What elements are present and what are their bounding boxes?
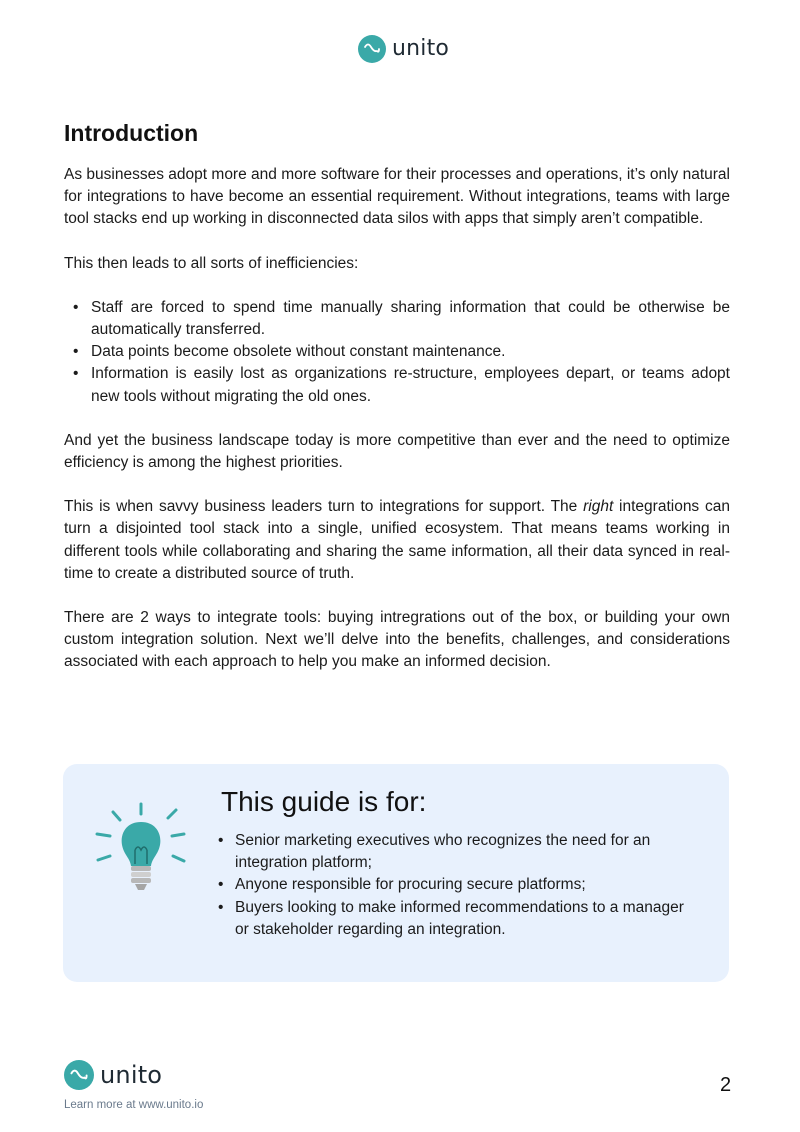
list-item: • Staff are forced to spend time manually sharing information that could be otherwise be automatically transferred. bbox=[64, 297, 730, 341]
paragraph-3: And yet the business landscape today is more competitive than ever and the need to optimize efficiency is among the highest priorities. bbox=[64, 431, 730, 472]
list-item: • Buyers looking to make informed recommendations to a manager or stakeholder regarding an integration. bbox=[213, 897, 693, 941]
header-logo bbox=[358, 34, 449, 64]
list-item: • Senior marketing executives who recognizes the need for an integration platform; bbox=[213, 830, 693, 874]
callout-title: This guide is for: bbox=[221, 786, 427, 817]
page-number: 2 bbox=[720, 1074, 732, 1096]
emphasis-right: right bbox=[583, 498, 614, 516]
logo-wordmark: unito bbox=[100, 1061, 163, 1089]
lightbulb-icon bbox=[93, 798, 193, 913]
paragraph-2: This then leads to all sorts of inefficiencies: bbox=[64, 254, 359, 272]
learn-more-link[interactable]: Learn more at www.unito.io bbox=[64, 1099, 204, 1111]
introduction-section bbox=[64, 118, 730, 674]
unito-logo-icon bbox=[64, 1060, 94, 1090]
audience-callout bbox=[63, 764, 729, 982]
section-heading: Introduction bbox=[64, 120, 199, 146]
paragraph-4-text: This is when savvy business leaders turn to integrations for support. The bbox=[64, 498, 584, 516]
list-item: • Anyone responsible for procuring secure platforms; bbox=[213, 874, 693, 896]
footer-logo bbox=[64, 1059, 162, 1091]
list-item: • Information is easily lost as organizations re-structure, employees depart, or teams adopt new tools without migrating the old ones. bbox=[64, 363, 730, 407]
paragraph-4-text-continued: integrations can turn a disjointed tool stack into a single, unified ecosystem. That means teams working in different tools while collaborating and sharing the same information, all their data synced in real-time to create a distributed source of truth. bbox=[64, 498, 730, 582]
paragraph-4 bbox=[64, 496, 730, 585]
paragraph-5: There are 2 ways to integrate tools: buying intregrations out of the box, or building your own custom integration solution. Next we’ll delve into the benefits, challenges, and considerations associated with each approach to help you make an informed decision. bbox=[64, 609, 730, 671]
unito-logo-icon bbox=[358, 35, 386, 63]
inefficiency-list bbox=[64, 297, 730, 408]
audience-list bbox=[213, 830, 693, 941]
list-item: • Data points become obsolete without constant maintenance. bbox=[64, 341, 730, 363]
logo-wordmark: unito bbox=[392, 36, 450, 61]
paragraph-1: As businesses adopt more and more software for their processes and operations, it’s only natural for integrations to have become an essential requirement. Without integrations, teams with large tool stacks end up working in disconnected data silos with apps that simply aren’t compatible. bbox=[64, 166, 730, 228]
